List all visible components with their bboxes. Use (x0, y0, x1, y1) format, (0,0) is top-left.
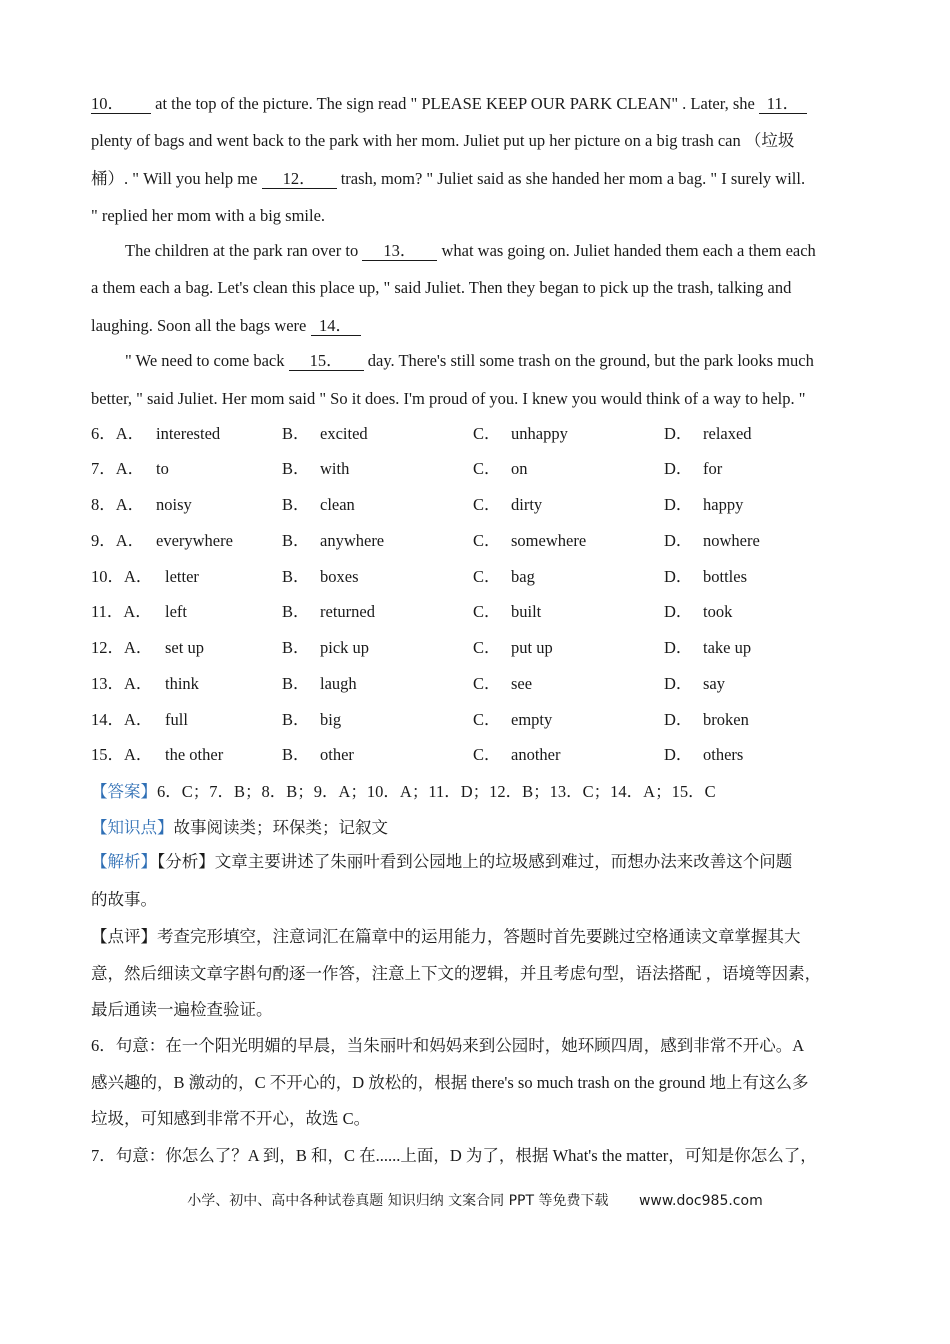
question-row: 14．A． full B． big C． empty D． broken (91, 710, 749, 729)
question-row: 6．A． interested B． excited C． unhappy D． relaxed (91, 424, 752, 443)
answer-line (91, 781, 864, 803)
question-row: 12．A． set up B． pick up C． put up D． take up (91, 638, 752, 657)
explain-line: 6．句意：在一个阳光明媚的早晨，当朱丽叶和妈妈来到公园时，她环顾四周，感到非常不开心。A (91, 1036, 805, 1055)
analysis-label: 【解析】 (91, 852, 157, 871)
blank-13: 13． (362, 242, 437, 261)
comment-line: 意，然后细读文章字斟句酌逐一作答，注意上下文的逻辑，并且考虑句型，语法搭配 ，语境等因素， (91, 964, 822, 983)
comment-line: 最后通读一遍检查验证。 (91, 1000, 273, 1019)
page-footer (0, 1190, 950, 1210)
question-row: 8．A． noisy B． clean C． dirty D． happy (91, 495, 744, 514)
explain-line: 垃圾，可知感到非常不开心，故选 C。 (91, 1109, 371, 1128)
analysis-line: 的故事。 (91, 890, 157, 909)
footer-text: 小学、初中、高中各种试卷真题 知识归纳 文案合同 PPT 等免费下载 (187, 1193, 609, 1209)
blank-15: 15． (289, 352, 364, 371)
passage-line: " replied her mom with a big smile. (91, 206, 326, 225)
passage-line: 桶）. " Will you help me 12． trash, mom? " Juliet said as she handed her mom a bag. " I surely will. (91, 169, 806, 188)
explain-line: 7．句意：你怎么了？A 到，B 和，C 在......上面，D 为了，根据 What's the matter，可知是你怎么了， (91, 1146, 817, 1165)
question-row: 9．A． everywhere B． anywhere C． somewhere D． nowhere (91, 531, 760, 550)
passage-line: The children at the park ran over to 13． what was going on. Juliet handed them each a them each (125, 241, 816, 260)
question-row: 10．A． letter B． boxes C． bag D． bottles (91, 567, 747, 586)
passage-line: a them each a bag. Let's clean this place up, " said Juliet. Then they began to pick up the trash, talking and (91, 278, 792, 297)
blank-12: 12． (262, 170, 337, 189)
passage-line: laughing. Soon all the bags were 14． (91, 315, 864, 337)
passage-line: plenty of bags and went back to the park with her mom. Juliet put up her picture on a big trash can （垃圾 (91, 131, 795, 150)
blank-10: 10． (91, 95, 151, 114)
answer-text: 6．C；7．B；8．B；9．A；10．A；11．D；12．B；13．C；14．A；15．C (157, 782, 716, 801)
question-row: 7．A． to B． with C． on D． for (91, 459, 723, 478)
passage-line: 10． at the top of the picture. The sign read " PLEASE KEEP OUR PARK CLEAN" . Later, she 11． (91, 93, 864, 115)
passage-line: better, " said Juliet. Her mom said " So it does. I'm proud of you. I knew you would think of a way to help. " (91, 389, 806, 408)
question-row: 13．A． think B． laugh C． see D． say (91, 674, 725, 693)
analysis-line: 【解析】【分析】文章主要讲述了朱丽叶看到公园地上的垃圾感到难过，而想办法来改善这个问题 (91, 852, 793, 871)
knowledge-line (91, 817, 864, 839)
explain-line: 感兴趣的，B 激动的，C 不开心的，D 放松的，根据 there's so much trash on the ground 地上有这么多 (91, 1073, 809, 1092)
question-row: 15．A． the other B． other C． another D． others (91, 745, 744, 764)
footer-url[interactable]: www.doc985.com (638, 1193, 763, 1209)
blank-14: 14． (311, 317, 361, 336)
knowledge-label: 【知识点】 (91, 818, 174, 837)
answer-label: 【答案】 (91, 782, 157, 801)
knowledge-text: 故事阅读类；环保类；记叙文 (173, 818, 388, 837)
comment-line: 【点评】考查完形填空，注意词汇在篇章中的运用能力，答题时首先要跳过空格通读文章掌握其大 (91, 927, 801, 946)
passage-line: " We need to come back 15． day. There's still some trash on the ground, but the park looks much (125, 351, 814, 370)
question-row: 11．A． left B． returned C． built D． took (91, 602, 733, 621)
blank-11: 11． (759, 95, 807, 114)
